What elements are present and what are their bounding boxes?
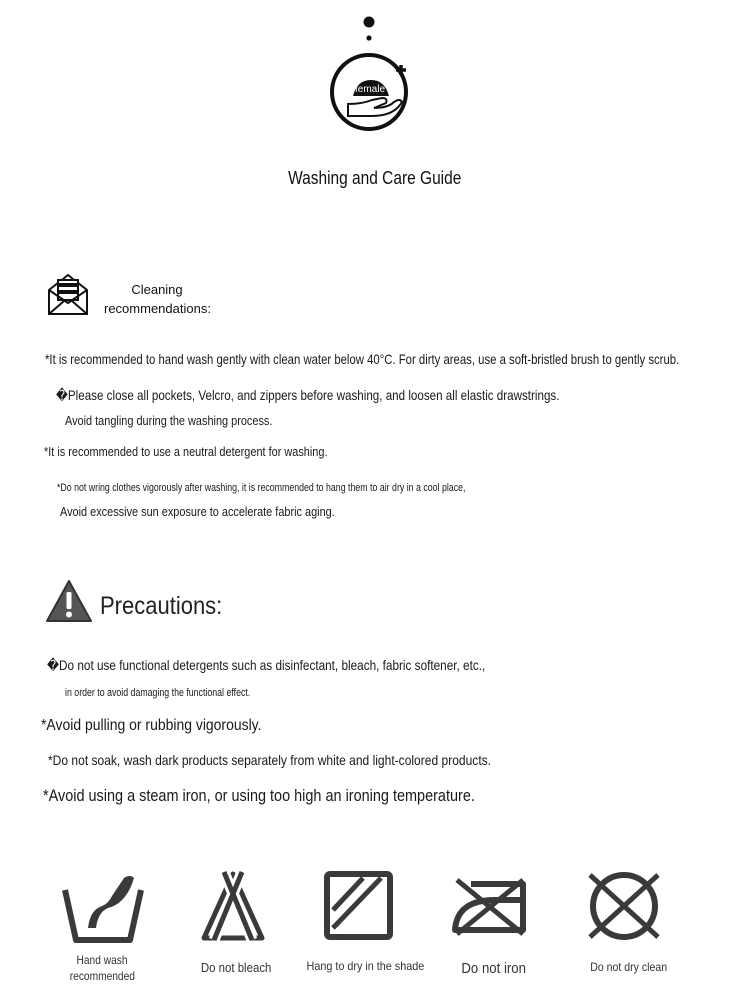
no-iron-label: Do not iron [461,960,527,977]
cleaning-heading-line1: Cleaning [131,282,183,297]
precaution-item: *Avoid using a steam iron, or using too high an ironing temperature. [43,786,475,805]
cleaning-heading-line2: recommendations: [104,301,211,316]
shade-dry-label: Hang to dry in the shade [306,959,425,973]
warning-icon [45,579,93,623]
cleaning-item: *Do not wring clothes vigorously after washing, it is recommended to hang them to air dry in a cool place, [57,482,466,494]
cleaning-item: Avoid excessive sun exposure to accelerate fabric aging. [60,504,335,519]
no-bleach-icon [200,868,266,944]
cleaning-item: Avoid tangling during the washing process. [65,413,273,428]
no-dry-clean-icon [586,871,662,941]
no-bleach-label: Do not bleach [200,960,272,975]
shade-dry-icon [323,870,394,941]
hand-wash-icon [62,870,144,944]
logo-label: female [354,84,386,95]
hand-wash-logo-icon [326,14,416,136]
cleaning-item: �Please close all pockets, Velcro, and zippers before washing, and loosen all elastic drawstrings. [56,387,560,403]
envelope-icon [46,272,90,316]
cleaning-item: *It is recommended to use a neutral detergent for washing. [44,444,328,459]
no-dry-clean-label: Do not dry clean [590,960,668,974]
hand-wash-label: Hand wash recommended [69,953,135,983]
precaution-item: *Avoid pulling or rubbing vigorously. [41,717,262,734]
precaution-item: in order to avoid damaging the functional effect. [65,687,251,699]
cleaning-heading [104,280,210,318]
cleaning-item: *It is recommended to hand wash gently with clean water below 40°C. For dirty areas, use a soft-bristled brush to gently scrub. [45,351,680,367]
precaution-item: *Do not soak, wash dark products separately from white and light-colored products. [48,752,492,768]
precautions-title: Precautions: [100,592,223,620]
no-iron-icon [451,872,529,940]
precaution-item: �Do not use functional detergents such as disinfectant, bleach, fabric softener, etc., [47,657,486,673]
page-title: Washing and Care Guide [288,168,462,188]
